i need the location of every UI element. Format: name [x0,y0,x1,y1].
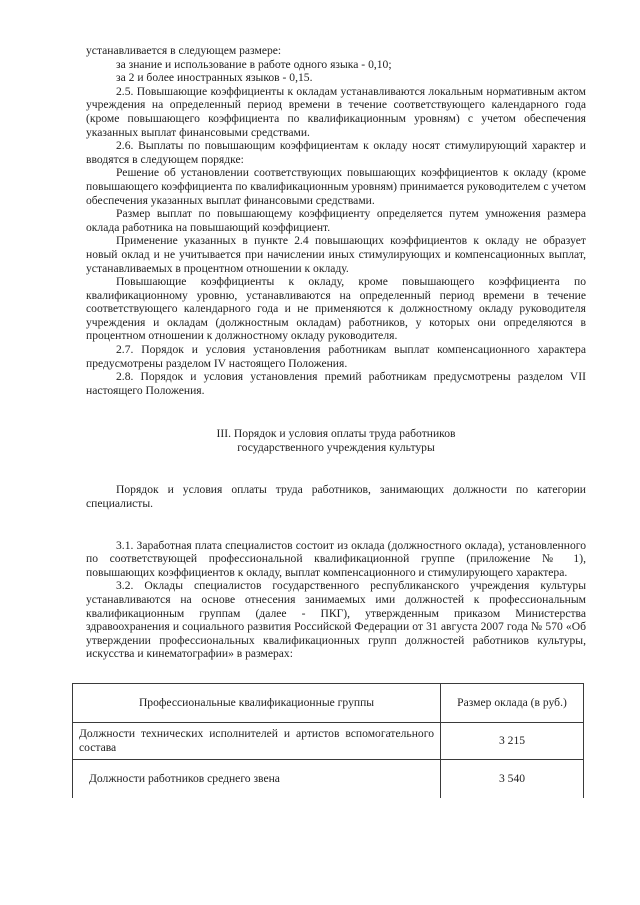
table-row [73,759,584,798]
table-cell-amount: 3 540 [441,759,584,798]
paragraph-lang-one: за знание и использование в работе одного языка - 0,10; [116,57,392,71]
paragraph-lang-two: за 2 и более иностранных языков - 0,15. [116,71,313,85]
paragraph-3-1: 3.1. Заработная плата специалистов состоит из оклада (должностного оклада), установленного по соответствующей профессиональной квалификационной группе (приложение № 1), повышающих коэффициентов к окладу, выплат компенсационного и стимулирующего характера. [86,538,586,579]
paragraph-size: Размер выплат по повышающему коэффициенту определяется путем умножения размера оклада работника на повышающий коэффициент. [86,207,586,234]
document-page [79,44,586,798]
paragraph-2-6: 2.6. Выплаты по повышающим коэффициентам к окладу носят стимулирующий характер и вводятся в следующем порядке: [86,139,586,166]
table-cell-amount: 3 215 [441,722,584,759]
section-3-heading-line2: государственного учреждения культуры [237,441,435,455]
paragraph-other-coefficients: Повышающие коэффициенты к окладу, кроме повышающего коэффициента по квалификационному уровню, устанавливаются на определенный период времени в течение соответствующего календарного года и не применяются к должностному окладу руководителя учреждения и окладам (должностным окладам) работников, у которых они определяются в процентном отношении к должностному окладу руководителя. [86,275,586,343]
paragraph-2-7: 2.7. Порядок и условия установления работникам выплат компенсационного характера предусмотрены разделом IV настоящего Положения. [86,343,586,370]
salary-table [72,683,584,798]
table-cell-group: Должности технических исполнителей и артистов вспомогательного состава [73,722,441,759]
paragraph-3-2: 3.2. Оклады специалистов государственного республиканского учреждения культуры устанавливаются на основе отнесения занимаемых ими должностей к профессиональным квалификационным группам (далее - ПКГ), утвержденным приказом Министерства здравоохранения и социального развития Российской Федерации от 31 августа 2007 года № 570 «Об утверждении профессиональных квалификационных групп должностей работников культуры, искусства и кинематографии» в размерах: [86,579,586,661]
paragraph-section-3-intro: Порядок и условия оплаты труда работников, занимающих должности по категории специалисты. [86,483,586,511]
paragraph-intro-line: устанавливается в следующем размере: [86,44,282,57]
table-cell-group: Должности работников среднего звена [73,759,441,798]
table-header-amount: Размер оклада (в руб.) [441,683,584,722]
section-3-heading [86,427,586,455]
table-header-row [73,683,584,722]
paragraph-decision: Решение об установлении соответствующих повышающих коэффициентов к окладу (кроме повышающего коэффициента по квалификационным уровням) принимается руководителем с учетом обеспечения указанных выплат финансовыми средствами. [86,166,586,207]
section-3-heading-line1: III. Порядок и условия оплаты труда работников [216,427,456,441]
table-row [73,722,584,759]
paragraph-2-8: 2.8. Порядок и условия установления премий работникам предусмотрены разделом VII настоящего Положения. [86,370,586,397]
paragraph-2-5: 2.5. Повышающие коэффициенты к окладам устанавливаются локальным нормативным актом учреждения на определенный период времени в течение соответствующего календарного года (кроме повышающего коэффициента по квалификационным уровням) с учетом обеспечения указанных выплат финансовыми средствами. [86,84,586,139]
paragraph-apply: Применение указанных в пункте 2.4 повышающих коэффициентов к окладу не образует новый оклад и не учитывается при начислении иных стимулирующих и компенсационных выплат, устанавливаемых в процентном отношении к окладу. [86,234,586,275]
table-header-group: Профессиональные квалификационные группы [73,683,441,722]
